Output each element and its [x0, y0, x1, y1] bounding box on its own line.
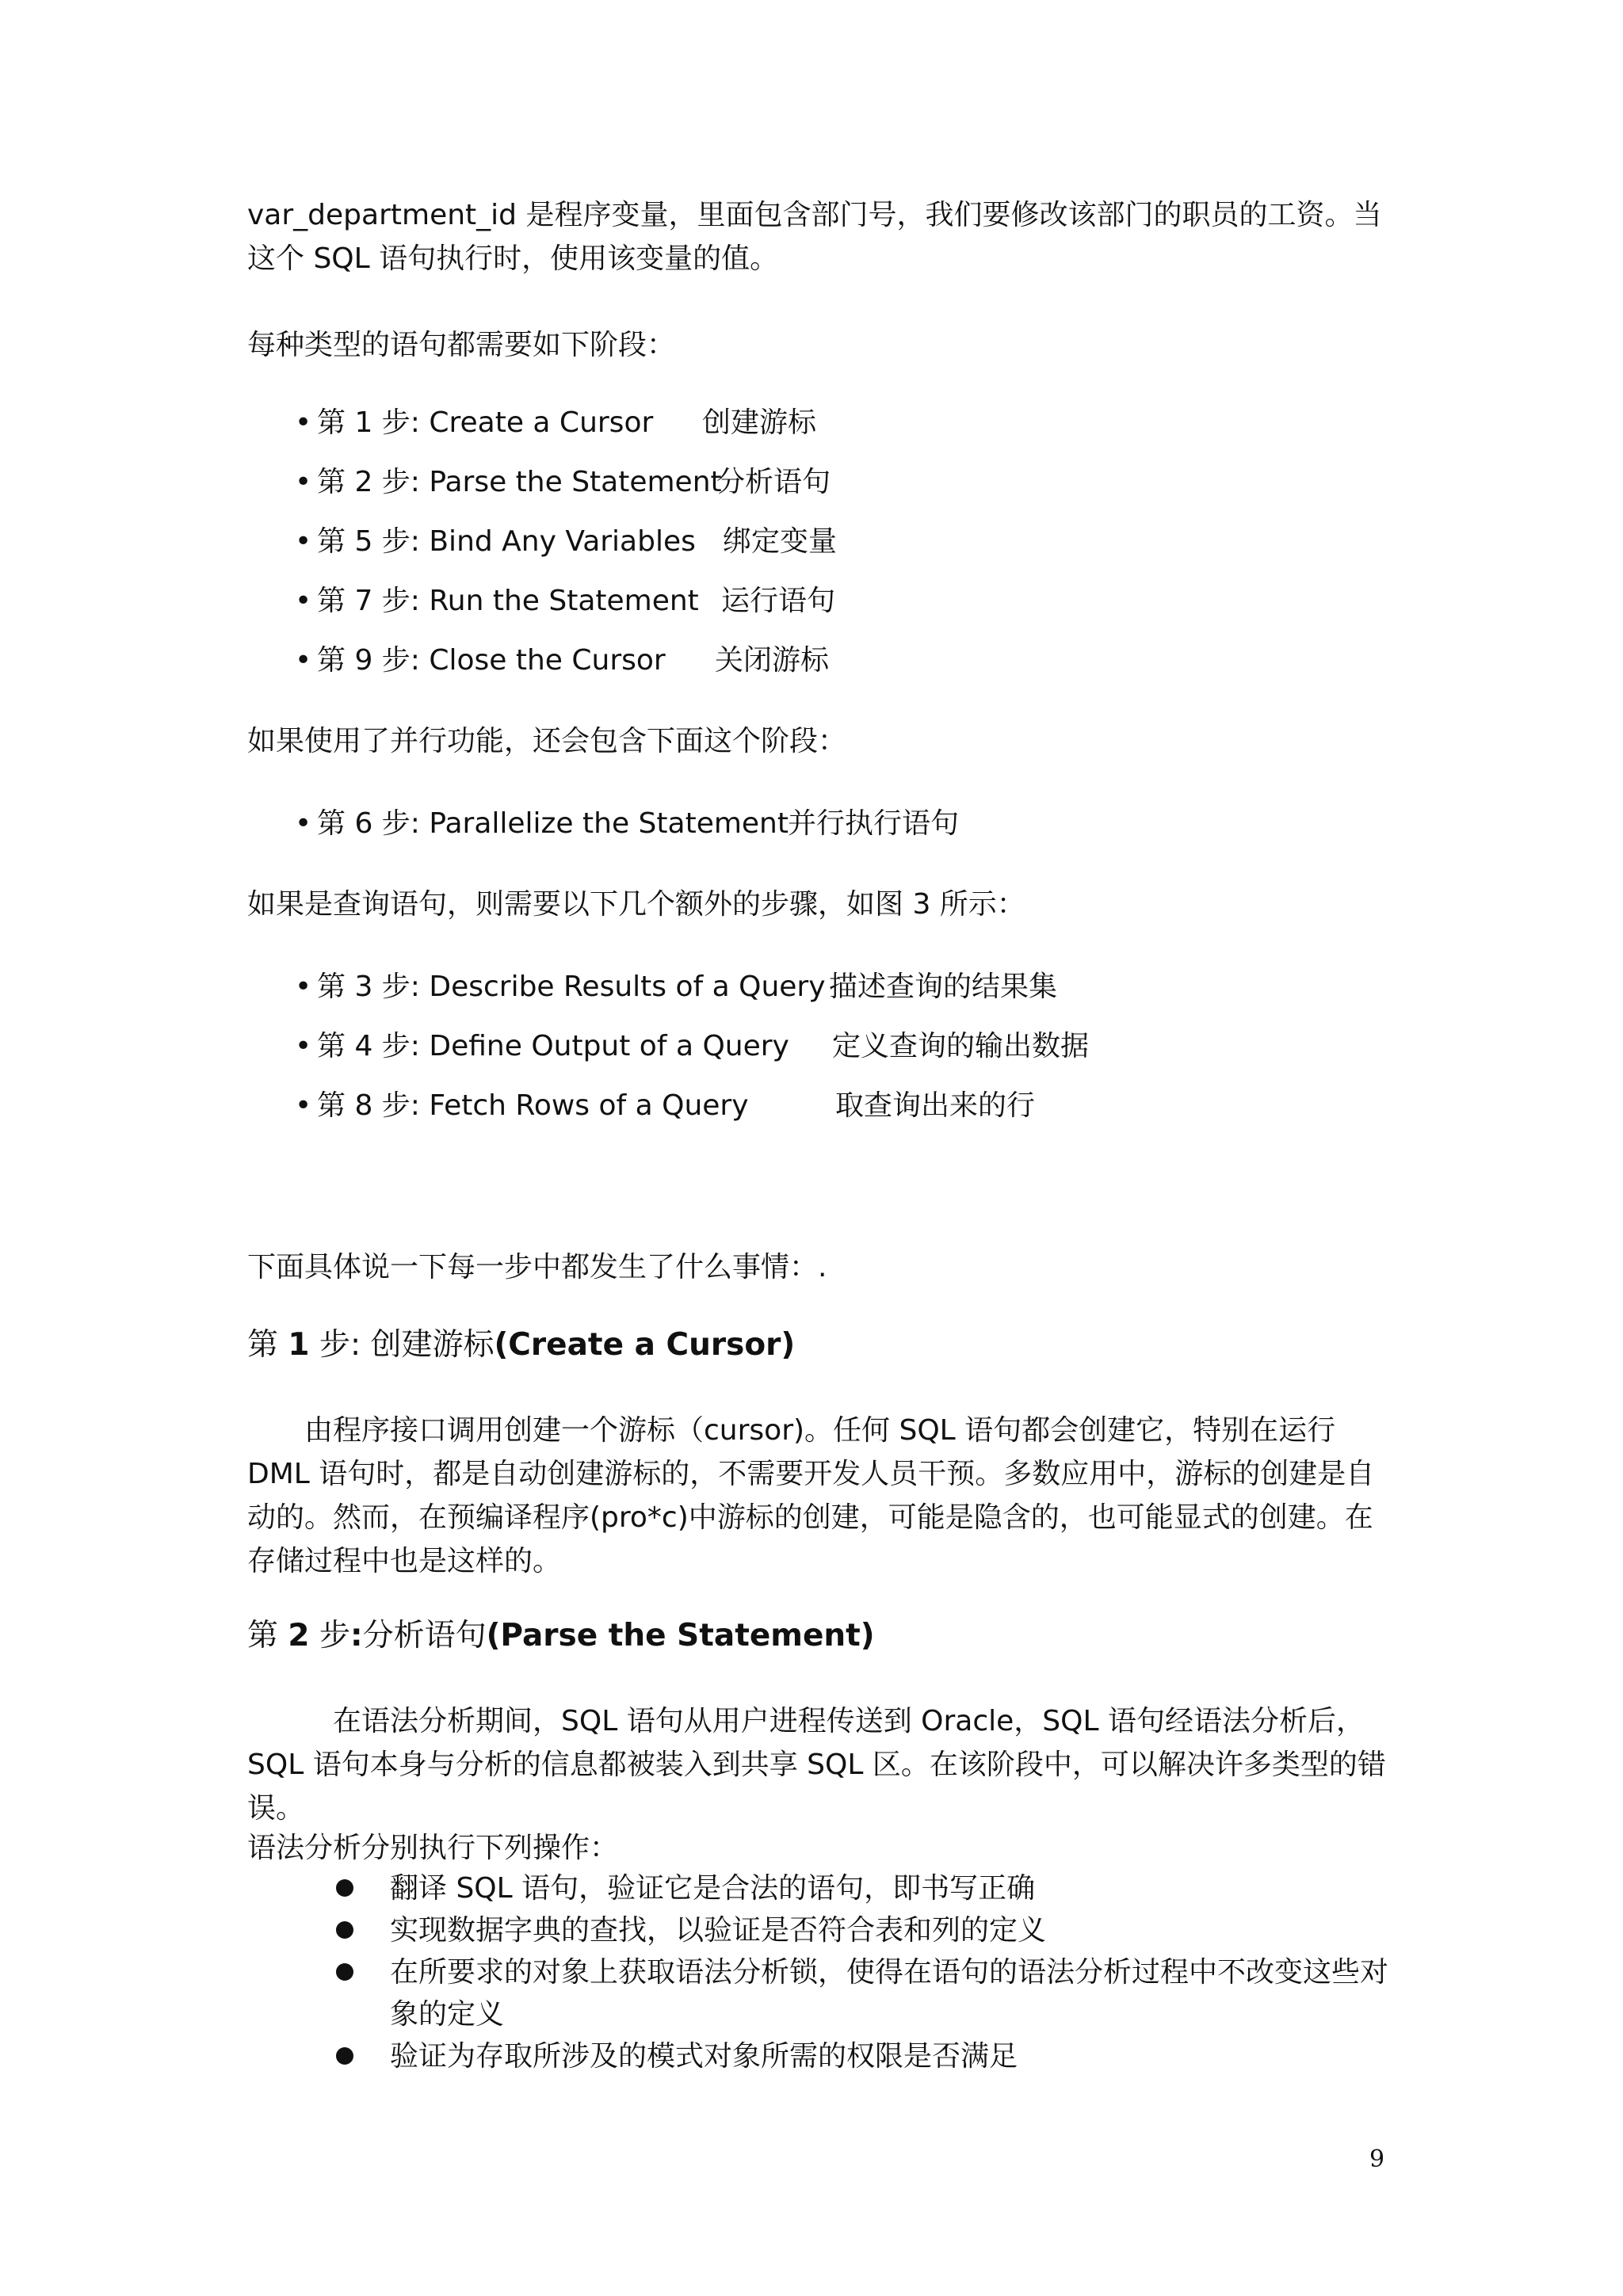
bullet-icon: •	[295, 971, 312, 1003]
list-item: 实现数据字典的查找，以验证是否符合表和列的定义	[333, 1909, 1388, 1951]
step-label: 第 4 步: Define Output of a Query	[317, 1030, 789, 1062]
list-item	[295, 1029, 1090, 1064]
bullet-icon	[336, 1921, 353, 1939]
list-item	[295, 807, 960, 841]
step-zh: 创建游标	[702, 406, 817, 439]
bullet-icon: •	[295, 466, 312, 498]
list-item	[295, 970, 1058, 1005]
step-zh: 取查询出来的行	[835, 1089, 1036, 1122]
bullet-icon: •	[295, 1030, 312, 1062]
list-item: 在所要求的对象上获取语法分析锁，使得在语句的语法分析过程中不改变这些对象的定义	[333, 1951, 1388, 2035]
page-number: 9	[1369, 2145, 1385, 2173]
section-body: 由程序接口调用创建一个游标（cursor)。任何 SQL 语句都会创建它，特别在运行 DML 语句时，都是自动创建游标的，不需要开发人员干预。多数应用中，游标的创建是自动的。然而，在预编译程序(pro*c)中游标的创建，可能是隐含的，也可能显式的创建。在存储过程中也是这样的。	[247, 1414, 1375, 1577]
section-heading: 第 2 步:分析语句(Parse the Statement)	[247, 1618, 875, 1653]
step-zh: 定义查询的输出数据	[832, 1030, 1090, 1062]
bullet-icon	[336, 1963, 353, 1981]
bullet-icon	[336, 2047, 353, 2065]
list-item	[295, 524, 838, 559]
bullet-icon	[336, 1879, 353, 1897]
stages-intro: 每种类型的语句都需要如下阶段：	[247, 329, 676, 361]
list-item: 验证为存取所涉及的模式对象所需的权限是否满足	[333, 2035, 1388, 2077]
parallel-intro: 如果使用了并行功能，还会包含下面这个阶段：	[247, 725, 847, 757]
step-label: 第 5 步: Bind Any Variables	[317, 525, 696, 558]
bullet-icon: •	[295, 585, 312, 617]
list-item	[295, 406, 817, 441]
step-label: 第 9 步: Close the Cursor	[317, 644, 666, 677]
list-item	[295, 643, 830, 678]
step-zh: 描述查询的结果集	[829, 971, 1058, 1003]
ops-intro: 语法分析分别执行下列操作：	[247, 1832, 619, 1864]
list-item	[295, 584, 836, 619]
list-item: 翻译 SQL 语句，验证它是合法的语句，即书写正确	[333, 1867, 1388, 1909]
step-label: 第 1 步: Create a Cursor	[317, 406, 654, 439]
intro-paragraph: var_department_id 是程序变量，里面包含部门号，我们要修改该部门的职员的工资。当这个 SQL 语句执行时，使用该变量的值。	[247, 199, 1382, 275]
section-heading: 第 1 步: 创建游标(Create a Cursor)	[247, 1327, 796, 1363]
bullet-icon: •	[295, 406, 312, 439]
step-label: 第 8 步: Fetch Rows of a Query	[317, 1089, 749, 1122]
step-label: 第 7 步: Run the Statement	[317, 585, 699, 617]
bullet-icon: •	[295, 807, 312, 840]
list-item	[295, 1089, 1036, 1123]
step-zh: 运行语句	[721, 585, 836, 617]
step-zh: 并行执行语句	[788, 807, 960, 840]
step-label: 第 6 步: Parallelize the Statement	[317, 807, 789, 840]
bullet-icon: •	[295, 644, 312, 677]
step-label: 第 3 步: Describe Results of a Query	[317, 971, 826, 1003]
operations-list	[333, 1867, 1388, 2077]
step-zh: 绑定变量	[723, 525, 838, 558]
bullet-icon: •	[295, 1089, 312, 1122]
step-zh: 关闭游标	[715, 644, 830, 677]
step-label: 第 2 步: Parse the Statement	[317, 466, 722, 498]
step-zh: 分析语句	[716, 466, 831, 498]
section-body: 在语法分析期间，SQL 语句从用户进程传送到 Oracle，SQL 语句经语法分析后，SQL 语句本身与分析的信息都被装入到共享 SQL 区。在该阶段中，可以解决许多类型的错误。	[247, 1705, 1386, 1825]
list-item	[295, 465, 831, 500]
query-intro: 如果是查询语句，则需要以下几个额外的步骤，如图 3 所示：	[247, 888, 1025, 921]
detail-intro: 下面具体说一下每一步中都发生了什么事情：.	[247, 1251, 827, 1283]
bullet-icon: •	[295, 525, 312, 558]
